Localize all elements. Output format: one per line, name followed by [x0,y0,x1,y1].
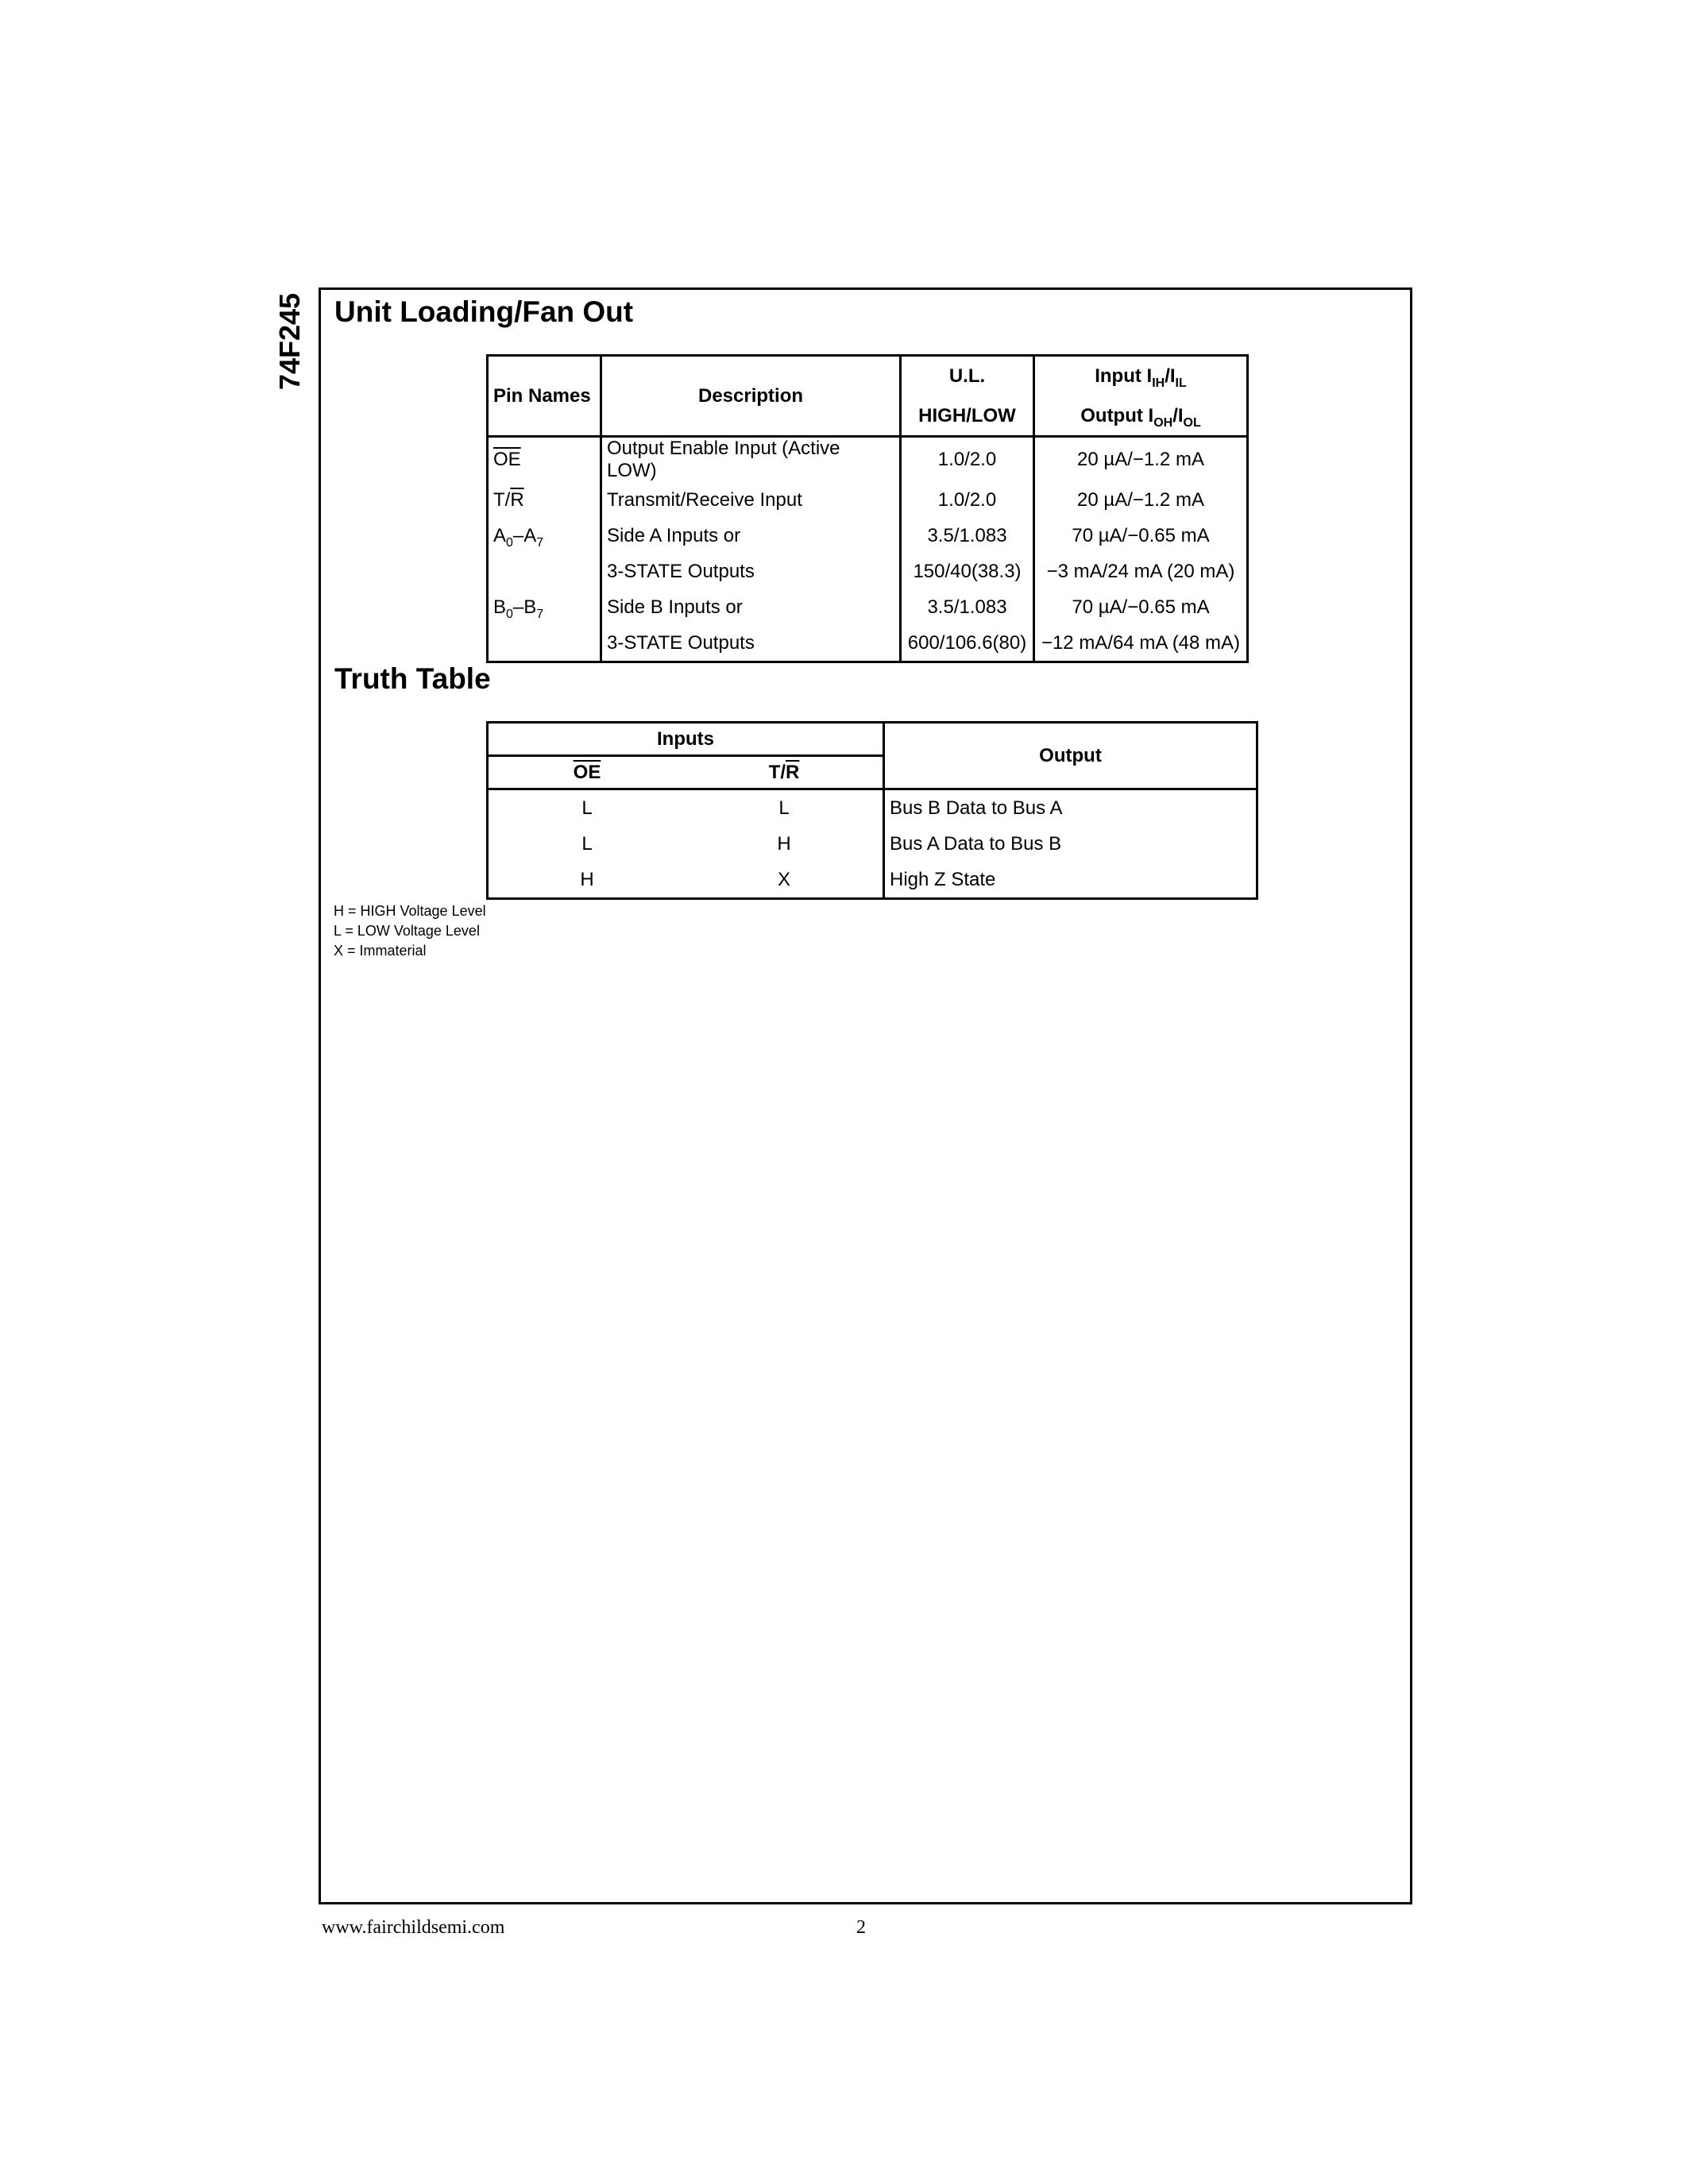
table-row [488,862,1257,899]
row-ul: 3.5/1.083 [901,589,1034,625]
table-row [488,625,1248,662]
row-description: Transmit/Receive Input [601,482,901,518]
part-number-text: 74F245 [273,292,306,391]
row-current: 70 µA/−0.65 mA [1034,518,1248,554]
pin-empty [488,625,601,662]
row-ul: 150/40(38.3) [901,554,1034,589]
table-row [488,554,1248,589]
cell-oe: L [488,826,686,862]
cell-output: Bus B Data to Bus A [884,789,1257,827]
footer-url: www.fairchildsemi.com [322,1917,505,1938]
cell-tr: H [686,826,884,862]
truth-table [486,721,1258,900]
row-description: 3-STATE Outputs [601,554,901,589]
table-row [488,437,1248,483]
unit-loading-title: Unit Loading/Fan Out [334,295,634,328]
header-ul-bottom: HIGH/LOW [901,396,1034,437]
truth-table-legend [334,901,486,961]
unit-loading-header-row [488,356,1248,397]
row-description: Side A Inputs or [601,518,901,554]
row-description: Side B Inputs or [601,589,901,625]
pin-tr: $T/\overline{R}$ [488,482,601,518]
row-description: Output Enable Input (Active LOW) [601,437,901,483]
row-description: 3-STATE Outputs [601,625,901,662]
header-output-current: Output $I_{OH}/I_{OL}$ [1034,396,1248,437]
cell-output: High Z State [884,862,1257,899]
unit-loading-table [486,354,1249,663]
pin-empty [488,554,601,589]
header-oe: $\overline{OE}$ [488,756,686,789]
row-current: 20 µA/−1.2 mA [1034,437,1248,483]
cell-oe: L [488,789,686,827]
legend-item: H = HIGH Voltage Level [334,903,486,919]
header-input-current: Input $I_{IH}/I_{IL}$ [1034,356,1248,397]
row-current: −12 mA/64 mA (48 mA) [1034,625,1248,662]
row-ul: 1.0/2.0 [901,482,1034,518]
truth-header-row [488,723,1257,756]
page-number: 2 [856,1917,866,1938]
table-row [488,589,1248,625]
header-inputs: Inputs [488,723,884,756]
truth-table-title: Truth Table [334,662,491,695]
header-output: Output [884,723,1257,789]
row-ul: 3.5/1.083 [901,518,1034,554]
table-row [488,789,1257,827]
header-tr: $T/\overline{R}$ [686,756,884,789]
cell-tr: X [686,862,884,899]
pin-b0-b7: $B_0-B_7$ [488,589,601,625]
row-ul: 1.0/2.0 [901,437,1034,483]
table-row [488,482,1248,518]
table-row [488,826,1257,862]
table-row [488,518,1248,554]
row-current: 20 µA/−1.2 mA [1034,482,1248,518]
header-pin-names: Pin Names [488,356,601,437]
cell-output: Bus A Data to Bus B [884,826,1257,862]
cell-oe: H [488,862,686,899]
part-number-side-label [266,286,314,397]
pin-a0-a7: $A_0-A_7$ [488,518,601,554]
header-description: Description [601,356,901,437]
pin-oe: $\overline{OE}$ [488,437,601,483]
row-current: 70 µA/−0.65 mA [1034,589,1248,625]
header-ul-top: U.L. [901,356,1034,397]
row-current: −3 mA/24 mA (20 mA) [1034,554,1248,589]
row-ul: 600/106.6(80) [901,625,1034,662]
cell-tr: L [686,789,884,827]
legend-item: X = Immaterial [334,943,427,959]
legend-item: L = LOW Voltage Level [334,923,480,939]
